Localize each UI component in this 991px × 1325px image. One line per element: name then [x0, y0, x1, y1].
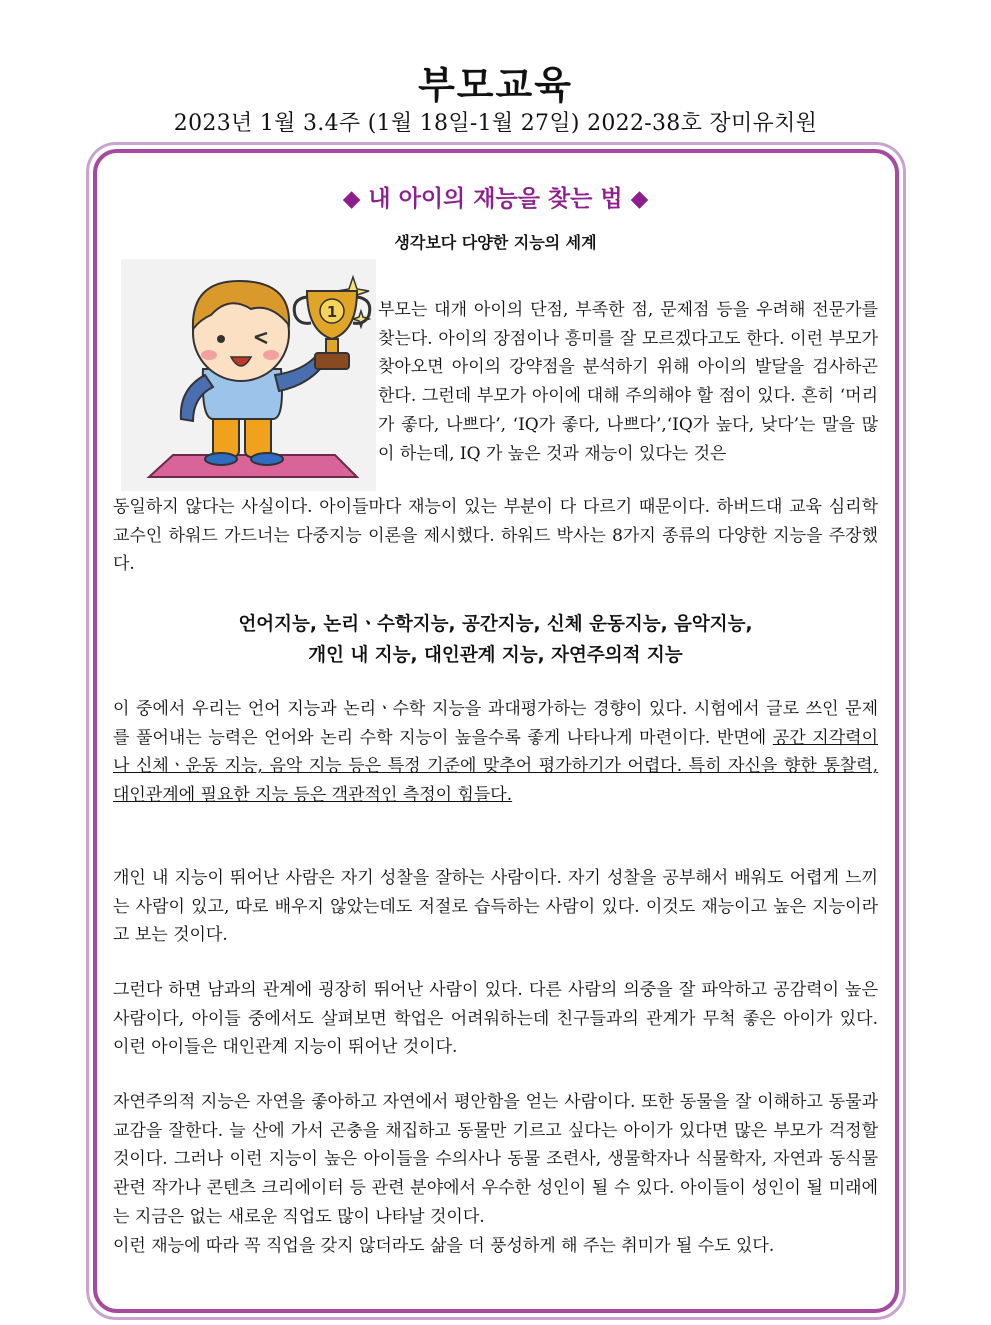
overvaluation-paragraph [113, 695, 878, 810]
intrapersonal-paragraph: 개인 내 지능이 뛰어난 사람은 자기 성찰을 잘하는 사람이다. 자기 성찰을 공부해서 배워도 어렵게 느끼는 사람이 있고, 따로 배우지 않았는데도 저절로 습득하는 사람이 있다. 이것도 재능이고 높은 지능이라고 보는 것이다. [113, 868, 878, 946]
intelligences-list-line2: 개인 내 지능, 대인관계 지능, 자연주의적 지능 [308, 645, 683, 666]
trophy-kid-icon [121, 259, 376, 491]
interpersonal-paragraph: 그런다 하면 남과의 관계에 굉장히 뛰어난 사람이 있다. 다른 사람의 의중을 잘 파악하고 공감력이 높은 사람이다, 아이들 중에서도 살펴보면 학업은 어려워하는데 친구들과의 관계가 무척 좋은 아이가 있다. 이런 아이들은 대인관계 지능이 뛰어난 것이다. [113, 980, 878, 1058]
issue-subtitle: 2023년 1월 3.4주 (1월 18일-1월 27일) 2022-38호 장미유치원 [173, 111, 818, 136]
naturalist-text: 자연주의적 지능은 자연을 좋아하고 자연에서 평안함을 얻는 사람이다. 또한 동물을 잘 이해하고 동물과 교감을 잘한다. 늘 산에 가서 곤충을 채집하고 동물만 기르고 싶다는 아이가 있다면 많은 부모가 걱정할 것이다. 그러나 이런 지능이 높은 아이들을 수의사나 동물 조련사, 생물학자나 식물학자, 자연과 동식물 관련 작가나 콘텐츠 크리에이터 등 관련 분야에서 우수한 성인이 될 수 있다. 아이들이 성인이 될 미래에는 지금은 없는 새로운 직업도 많이 나타날 것이다. [113, 1092, 878, 1227]
overvaluation-text: 이 중에서 우리는 언어 지능과 논리ㆍ수학 지능을 과대평가하는 경향이 있다. 시험에서 글로 쓰인 문제를 풀어내는 능력은 언어와 논리 수학 지능이 높을수록 좋게 나타나게 마련이다. 반면에 [113, 699, 878, 748]
intro-paragraph-wrapped: 부모는 대개 아이의 단점, 부족한 점, 문제점 등을 우려해 전문가를 찾는다. 아이의 장점이나 흥미를 잘 모르겠다고도 한다. 이런 부모가 찾아오면 아이의 강약점을 분석하기 위해 아이의 발달을 검사하곤 한다. 그런데 부모가 아이에 대해 주의해야 할 점이 있다. 흔히 ‘머리가 좋다, 나쁘다’, ‘IQ가 좋다, 나쁘다’,‘IQ가 높다, 낮다’는 말을 많이 하는데, IQ 가 높은 것과 재능이 있다는 것은 [378, 300, 878, 464]
intro-paragraph-continued: 동일하지 않다는 사실이다. 아이들마다 재능이 있는 부분이 다 다르기 때문이다. 하버드대 교육 심리학 교수인 하워드 가드너는 다중지능 이론을 제시했다. 하워드 박사는 8가지 종류의 다양한 지능을 주장했다. [113, 497, 878, 575]
closing-text: 이런 재능에 따라 꼭 직업을 갖지 않더라도 삶을 더 풍성하게 해 주는 취미가 될 수도 있다. [113, 1235, 775, 1256]
page-title: 부모교육 [418, 63, 573, 107]
trophy-kid-illustration [121, 259, 376, 491]
intelligences-list-line1: 언어지능, 논리ㆍ수학지능, 공간지능, 신체 운동지능, 음악지능, [238, 614, 753, 635]
article-subheading: 생각보다 다양한 지능의 세계 [394, 233, 597, 252]
underlined-text: 공간 지각력이나 신체ㆍ운동 지능, 음악 지능 등은 특정 기준에 맞추어 평가하기가 어렵다. 특히 자신을 향한 통찰력, 대인관계에 필요한 지능 등은 객관적인 측정이 힘들다. [113, 727, 878, 806]
svg-text:1: 1 [326, 303, 338, 321]
article-heading: ◆ 내 아이의 재능을 찾는 법 ◆ [342, 186, 649, 212]
naturalist-paragraph [113, 1088, 878, 1260]
